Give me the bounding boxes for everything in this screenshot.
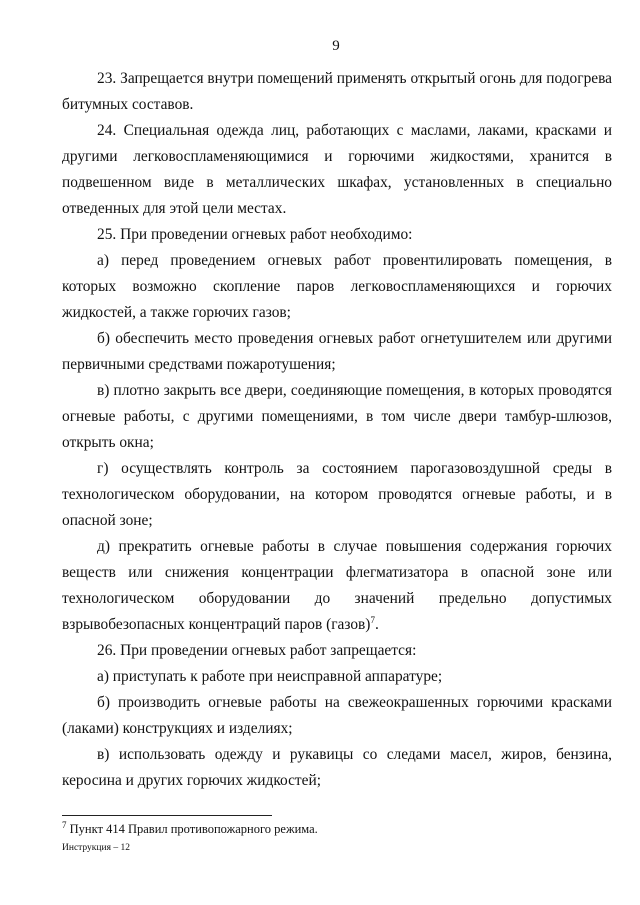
paragraph-26b: б) производить огневые работы на свежеокрашенных горючими красками (лаками) конструкциях и изделиях; xyxy=(62,694,612,737)
paragraph-23: 23. Запрещается внутри помещений применять открытый огонь для подогрева битумных составов. xyxy=(62,70,612,113)
paragraph-25d-text: д) прекратить огневые работы в случае повышения содержания горючих веществ или снижения концентрации флегматизатора в опасной зоне или технологическом оборудовании до значений предельно допустимых взрывобезопасных концентраций паров (газов) xyxy=(62,538,612,633)
paragraph-25d xyxy=(62,534,612,638)
paragraph-25: 25. При проведении огневых работ необходимо: xyxy=(97,226,413,243)
footnote-text: Пункт 414 Правил противопожарного режима. xyxy=(66,822,318,836)
page-number: 9 xyxy=(332,38,340,54)
paragraph-24: 24. Специальная одежда лиц, работающих с маслами, лаками, красками и другими легковоспламеняющимися и горючими жидкостями, хранится в подвешенном виде в металлических шкафах, установленных в специально отведенных для этой цели местах. xyxy=(62,122,612,217)
footnote-reference[interactable]: 7 xyxy=(370,614,375,625)
paragraph-25a: а) перед проведением огневых работ провентилировать помещения, в которых возможно скопление паров легковоспламеняющихся и горючих жидкостей, а также горючих газов; xyxy=(62,252,612,321)
footnote-mark: 7 xyxy=(62,819,67,830)
main-text xyxy=(62,66,612,794)
paragraph-26v: в) использовать одежду и рукавицы со следами масел, жиров, бензина, керосина и других горючих жидкостей; xyxy=(62,746,612,789)
paragraph-25d-tail: . xyxy=(374,616,379,633)
paragraph-26a: а) приступать к работе при неисправной аппаратуре; xyxy=(97,668,443,685)
paragraph-26: 26. При проведении огневых работ запрещается: xyxy=(97,642,417,659)
footnote xyxy=(62,821,612,837)
footnote-divider xyxy=(62,815,272,816)
paragraph-25v: в) плотно закрыть все двери, соединяющие помещения, в которых проводятся огневые работы, с другими помещениями, в том числе двери тамбур-шлюзов, открыть окна; xyxy=(62,382,612,451)
paragraph-25g: г) осуществлять контроль за состоянием парогазовоздушной среды в технологическом оборудовании, на котором проводятся огневые работы, и в опасной зоне; xyxy=(62,460,612,529)
document-footer-id: Инструкция – 12 xyxy=(62,843,130,853)
paragraph-25b: б) обеспечить место проведения огневых работ огнетушителем или другими первичными средствами пожаротушения; xyxy=(62,330,612,373)
